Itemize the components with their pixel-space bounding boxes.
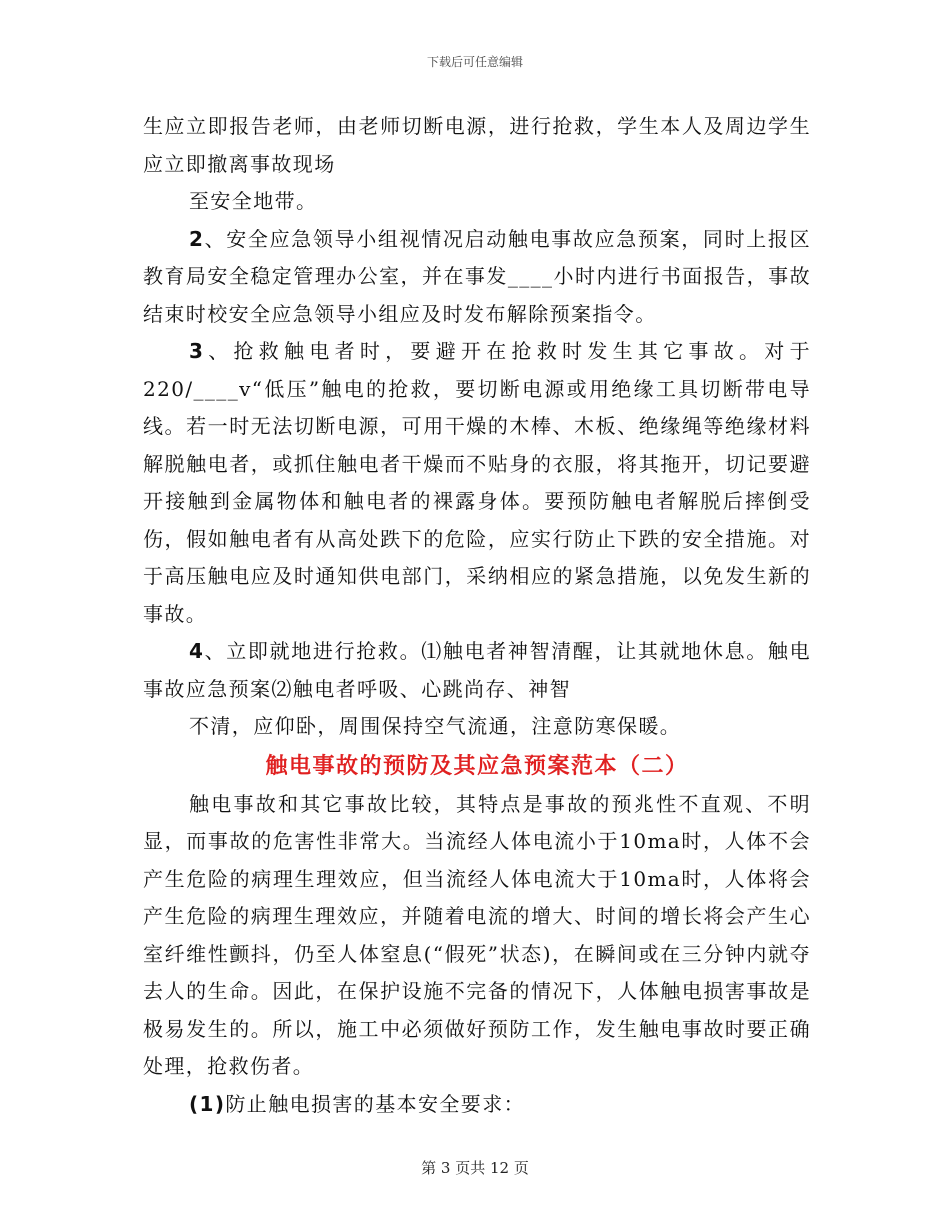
document-body [143,108,811,1123]
item-text: 、抢救触电者时，要避开在抢救时发生其它事故。对于220/____v“低压”触电的抢救，要切断电源或用绝缘工具切断带电导线。若一时无法切断电源，可用干燥的木棒、木板、绝缘绳等绝缘材料解脱触电者，或抓住触电者干燥而不贴身的衣服，将其拖开，切记要避开接触到金属物体和触电者的裸露身体。要预防触电者解脱后摔倒受伤，假如触电者有从高处跌下的危险，应实行防止下跌的安全措施。对于高压触电应及时通知供电部门，采纳相应的紧急措施，以免发生新的事故。 [143,339,811,626]
paragraph-1: 生应立即报告老师，由老师切断电源，进行抢救，学生本人及周边学生应立即撤离事故现场 [143,114,811,176]
page-header: 下载后可任意编辑 [426,55,523,69]
item-text: 防止触电损害的基本安全要求： [225,1091,526,1116]
item-number: (1) [189,1091,226,1116]
paragraph-2: 至安全地带。 [189,189,318,213]
section-title: 触电事故的预防及其应急预案范本（二） [265,752,689,779]
item-number: 4 [189,639,205,663]
item-text: 、立即就地进行抢救。⑴触电者神智清醒，让其就地休息。触电事故应急预案⑵触电者呼吸、心跳尚存、神智 [143,639,811,701]
paragraph-6: 不清，应仰卧，周围保持空气流通，注意防寒保暖。 [189,714,682,738]
item-number: 2 [189,226,205,251]
item-text: 、安全应急领导小组视情况启动触电事故应急预案，同时上报区教育局安全稳定管理办公室，并在事发____小时内进行书面报告，事故结束时校安全应急领导小组应及时发布解除预案指令。 [143,226,811,326]
item-number: 3 [189,339,205,363]
paragraph-item-3 [143,333,811,633]
paragraph-item-2 [143,221,811,334]
paragraph-8 [143,1086,811,1124]
paragraph-item-4 [143,633,811,708]
page-footer: 第 3 页共 12 页 [421,1159,529,1177]
paragraph-7: 触电事故和其它事故比较，其特点是事故的预兆性不直观、不明显，而事故的危害性非常大。当流经人体电流小于10ma时，人体不会产生危险的病理生理效应，但当流经人体电流大于10ma时，人体将会产生危险的病理生理效应，并随着电流的增大、时间的增长将会产生心室纤维性颤抖，仍至人体窒息(“假死”状态)，在瞬间或在三分钟内就夺去人的生命。因此，在保护设施不完备的情况下，人体触电损害事故是极易发生的。所以，施工中必须做好预防工作，发生触电事故时要正确处理，抢救伤者。 [143,791,811,1078]
